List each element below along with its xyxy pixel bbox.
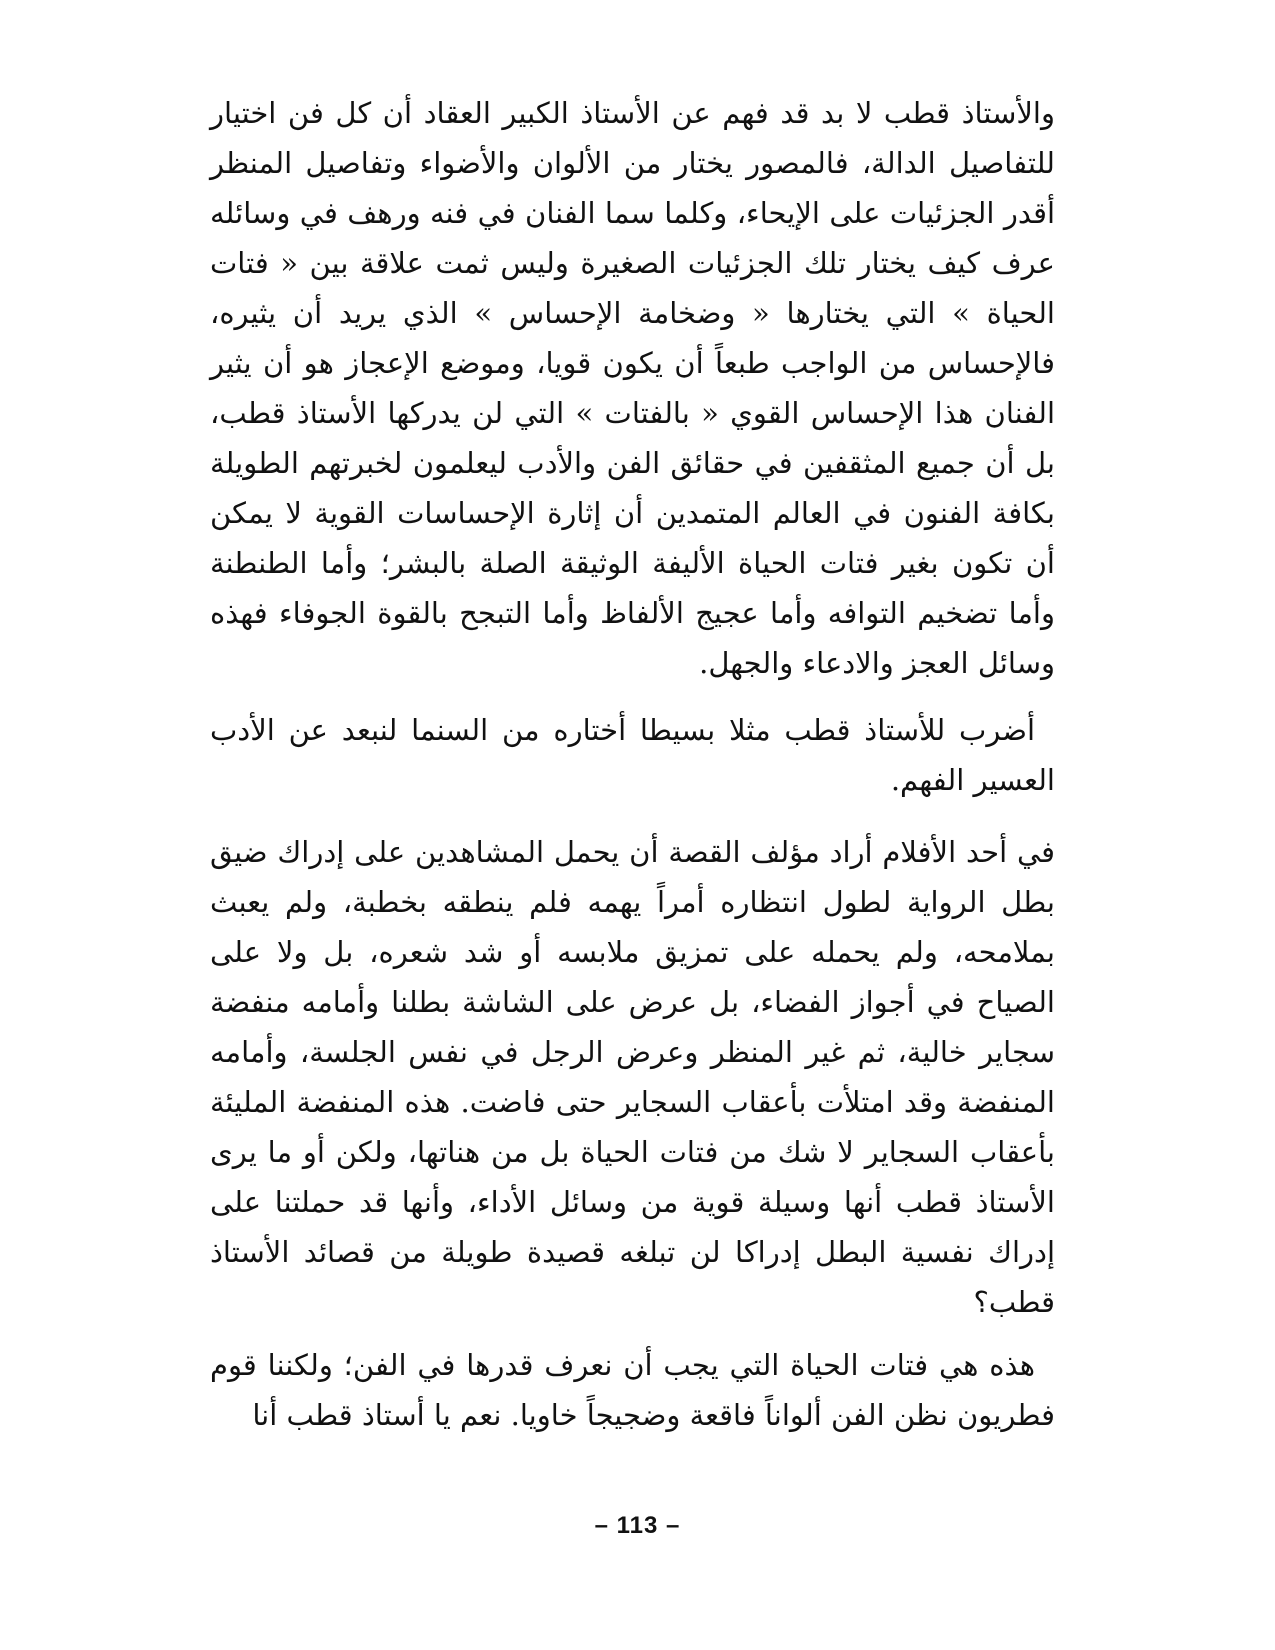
page-number: – 113 – <box>594 1512 681 1539</box>
paragraph-3: في أحد الأفلام أراد مؤلف القصة أن يحمل المشاهدين على إدراك ضيق بطل الرواية لطول انتظاره أمراً يهمه فلم ينطقه بخطبة، ولم يعبث بملامحه، ولم يحمله على تمزيق ملابسه أو شد شعره، بل ولا على الصياح في أجواز الفضاء، بل عرض على الشاشة بطلنا وأمامه منفضة سجاير خالية، ثم غير المنظر وعرض الرجل في نفس الجلسة، وأمامه المنفضة وقد امتلأت بأعقاب السجاير حتى فاضت. هذه المنفضة المليئة بأعقاب السجاير لا شك من فتات الحياة بل من هناتها، ولكن أو ما يرى الأستاذ قطب أنها وسيلة قوية من وسائل الأداء، وأنها قد حملتنا على إدراك نفسية البطل إدراكا لن تبلغه قصيدة طويلة من قصائد الأستاذ قطب؟ <box>210 835 1055 1319</box>
paragraph-2: أضرب للأستاذ قطب مثلا بسيطا أختاره من السنما لنبعد عن الأدب العسير الفهم. <box>210 713 1055 797</box>
paragraph-1: والأستاذ قطب لا بد قد فهم عن الأستاذ الكبير العقاد أن كل فن اختيار للتفاصيل الدالة، فالمصور يختار من الألوان والأضواء وتفاصيل المنظر أقدر الجزئيات على الإيحاء، وكلما سما الفنان في فنه ورهف في وسائله عرف كيف يختار تلك الجزئيات الصغيرة وليس ثمت علاقة بين « فتات الحياة » التي يختارها « وضخامة الإحساس » الذي يريد أن يثيره، فالإحساس من الواجب طبعاً أن يكون قويا، وموضع الإعجاز هو أن يثير الفنان هذا الإحساس القوي « بالفتات » التي لن يدركها الأستاذ قطب، بل أن جميع المثقفين في حقائق الفن والأدب ليعلمون لخبرتهم الطويلة بكافة الفنون في العالم المتمدين أن إثارة الإحساسات القوية لا يمكن أن تكون بغير فتات الحياة الأليفة الوثيقة الصلة بالبشر؛ وأما الطنطنة وأما تضخيم التوافه وأما عجيج الألفاظ وأما التبجح بالقوة الجوفاء فهذه وسائل العجز والادعاء والجهل. <box>210 96 1055 680</box>
page-body-text <box>210 88 1055 1440</box>
paragraph-4: هذه هي فتات الحياة التي يجب أن نعرف قدرها في الفن؛ ولكننا قوم فطريون نظن الفن ألواناً فاقعة وضجيجاً خاويا. نعم يا أستاذ قطب أنا <box>210 1348 1055 1432</box>
